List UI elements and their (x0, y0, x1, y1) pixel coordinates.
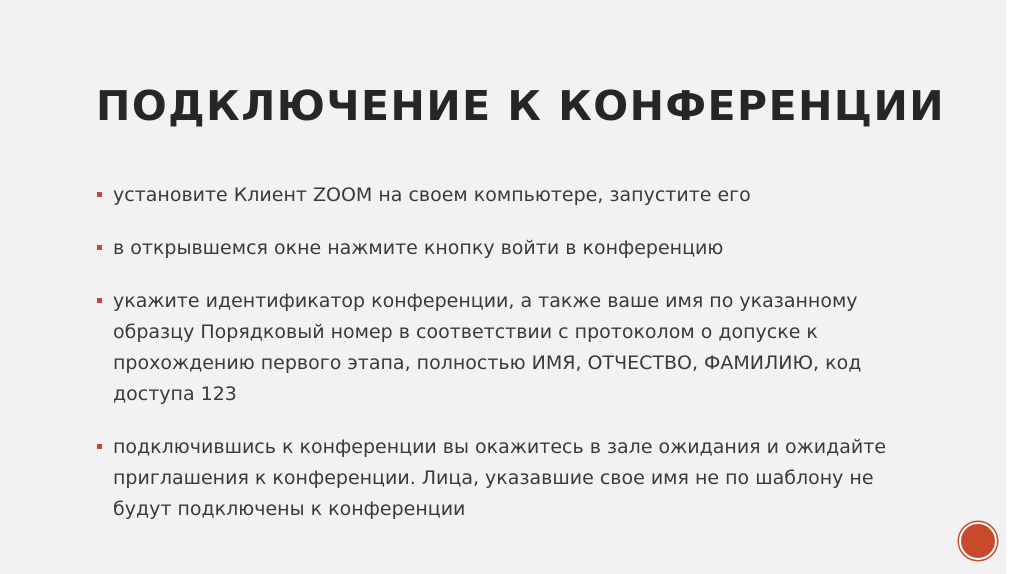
slide-title: ПОДКЛЮЧЕНИЕ К КОНФЕРЕНЦИИ (96, 82, 946, 130)
bullet-text: установите Клиент ZOOM на своем компьютере, запустите его (113, 184, 751, 206)
list-item (96, 180, 936, 211)
square-bullet-icon (97, 444, 102, 449)
bullet-text: в открывшемся окне нажмите кнопку войти в конференцию (113, 237, 724, 259)
bullet-text: укажите идентификатор конференции, а также ваше имя по указанному образцу Порядковый номер в соответствии с протоколом о допуске к прохождению первого этапа, полностью ИМЯ, ОТЧЕСТВО, ФАМИЛИЮ, код доступа 123 (113, 290, 862, 405)
bullet-list (96, 180, 936, 525)
circle-nav-icon[interactable] (959, 522, 997, 560)
list-item (96, 286, 936, 410)
list-item (96, 233, 936, 264)
square-bullet-icon (97, 298, 102, 303)
list-item (96, 432, 936, 525)
square-bullet-icon (97, 245, 102, 250)
square-bullet-icon (97, 192, 102, 197)
bullet-text: подключившись к конференции вы окажитесь в зале ожидания и ожидайте приглашения к конференции. Лица, указавшие свое имя не по шаблону не будут подключены к конференции (113, 436, 887, 520)
